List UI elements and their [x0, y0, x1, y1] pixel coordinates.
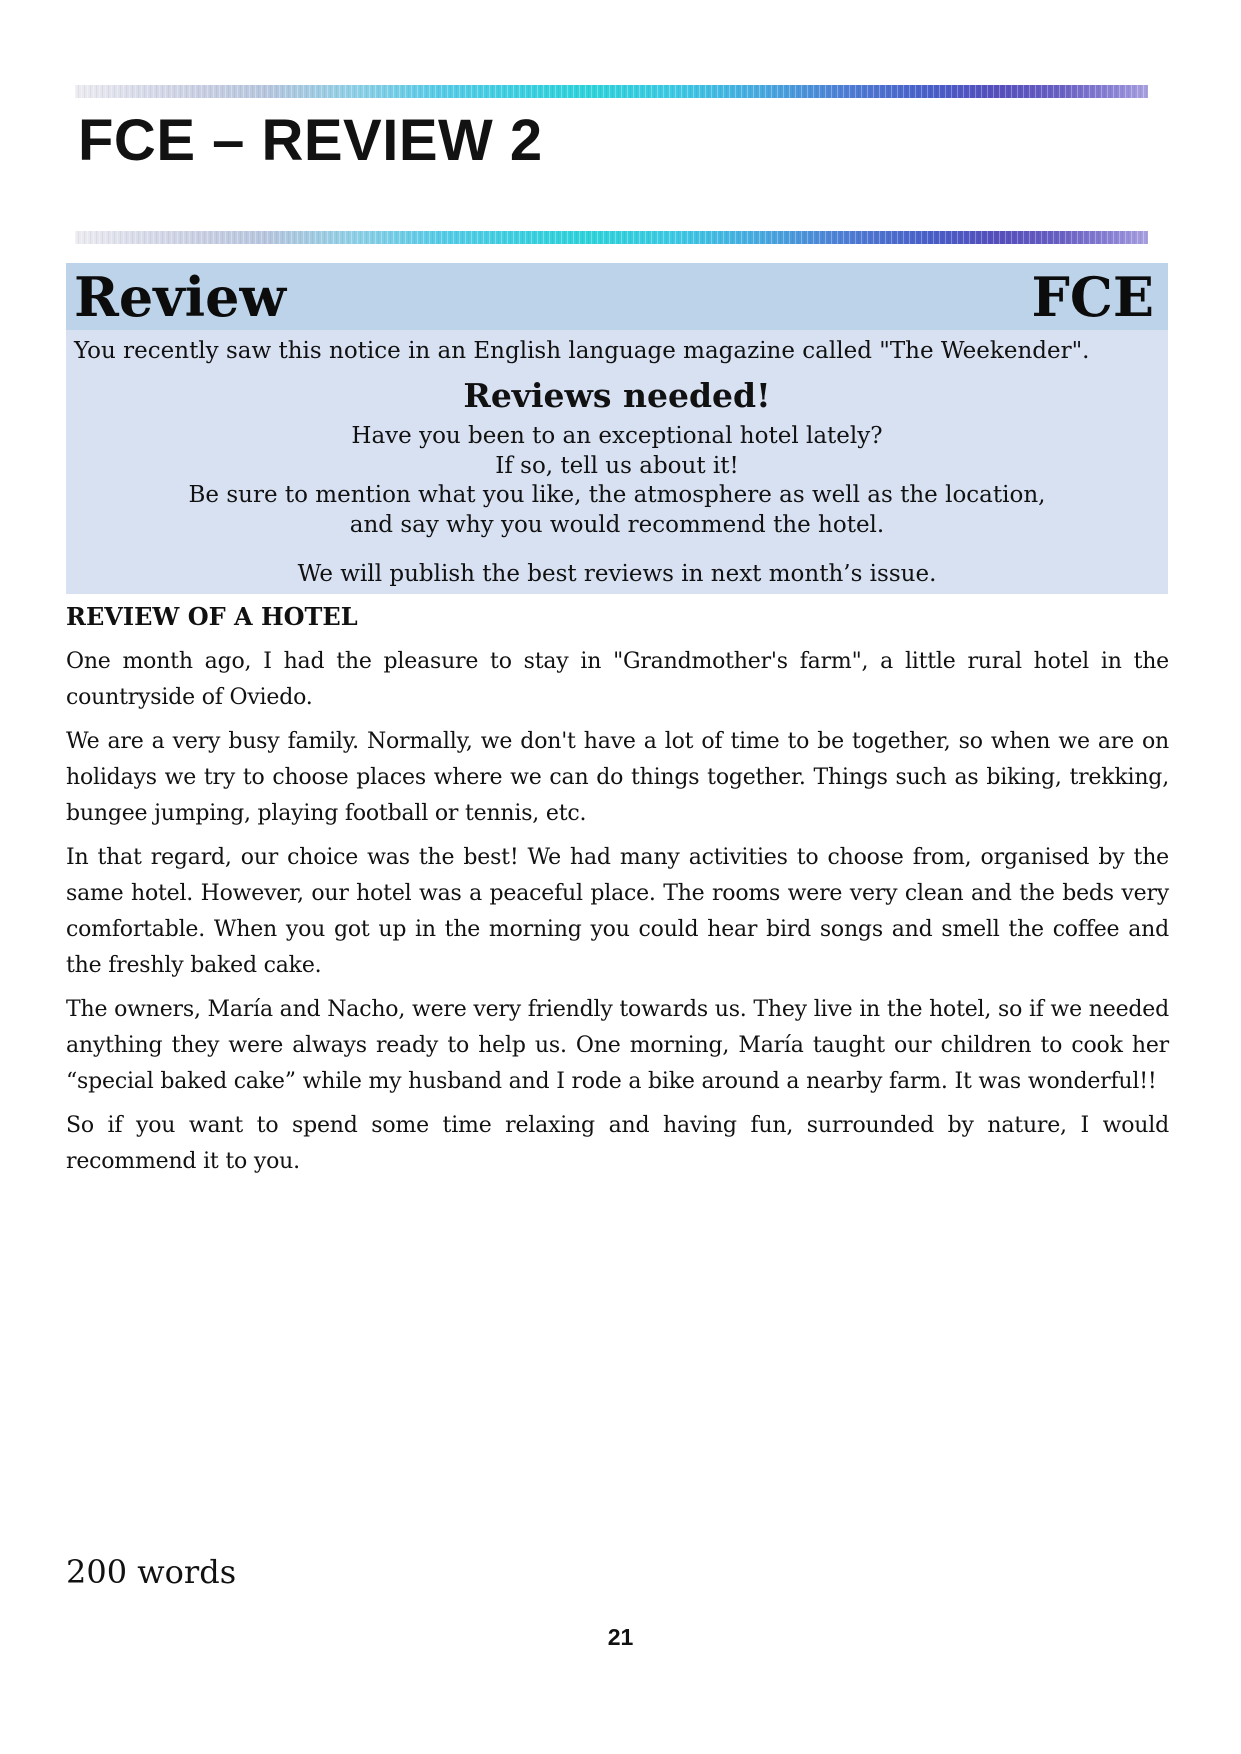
essay-paragraph-1	[66, 644, 1169, 716]
text-line: the freshly baked cake.	[66, 953, 322, 978]
text-line: recommend it to you.	[66, 1149, 300, 1174]
page-number: 21	[607, 1624, 634, 1650]
text-line: So if you want to spend some time relaxing and having fun, surrounded by nature, I would	[66, 1113, 1169, 1138]
text-line: Have you been to an exceptional hotel lately?	[351, 423, 883, 449]
notice-body-lines	[74, 422, 1160, 540]
essay-paragraph-3	[66, 840, 1169, 984]
gradient-divider-top	[75, 85, 1148, 98]
text-line: bungee jumping, playing football or tennis, etc.	[66, 801, 587, 826]
text-line: The owners, María and Nacho, were very friendly towards us. They live in the hotel, so if we needed	[66, 997, 1169, 1022]
essay-heading: REVIEW OF A HOTEL	[66, 602, 358, 631]
text-line: holidays we try to choose places where we can do things together. Things such as biking, trekking,	[66, 765, 1169, 790]
gradient-divider-bottom	[75, 231, 1148, 244]
page-title: FCE – REVIEW 2	[78, 108, 543, 173]
text-line: “special baked cake” while my husband and I rode a bike around a nearby farm. It was wonderful!!	[66, 1069, 1157, 1094]
text-line: One month ago, I had the pleasure to stay in "Grandmother's farm", a little rural hotel in the	[66, 649, 1169, 674]
text-line: In that regard, our choice was the best! We had many activities to choose from, organised by the	[66, 845, 1169, 870]
text-line: and say why you would recommend the hotel.	[349, 511, 885, 538]
text-line: comfortable. When you got up in the morning you could hear bird songs and smell the coffee and	[66, 917, 1169, 942]
task-type-label: Review	[74, 264, 286, 329]
task-header-band	[66, 263, 1168, 330]
text-line: same hotel. However, our hotel was a peaceful place. The rooms were very clean and the beds very	[66, 881, 1169, 906]
task-notice-box	[66, 330, 1168, 594]
text-line: We are a very busy family. Normally, we don't have a lot of time to be together, so when we are on	[66, 729, 1169, 754]
task-intro-text: You recently saw this notice in an English language magazine called "The Weekender".	[74, 338, 1090, 364]
text-line: anything they were always ready to help us. One morning, María taught our children to cook her	[66, 1033, 1169, 1058]
essay-paragraph-5	[66, 1108, 1169, 1180]
text-line: countryside of Oviedo.	[66, 685, 313, 710]
text-line: Be sure to mention what you like, the atmosphere as well as the location,	[188, 482, 1046, 508]
notice-title: Reviews needed!	[463, 376, 771, 415]
text-line: If so, tell us about it!	[495, 452, 739, 479]
essay-paragraph-2	[66, 724, 1169, 832]
essay-section	[66, 602, 1169, 1188]
essay-paragraph-4	[66, 992, 1169, 1100]
word-count-label: 200 words	[66, 1553, 237, 1591]
notice-footer: We will publish the best reviews in next month’s issue.	[297, 561, 937, 587]
exam-level-label: FCE	[1031, 264, 1154, 329]
